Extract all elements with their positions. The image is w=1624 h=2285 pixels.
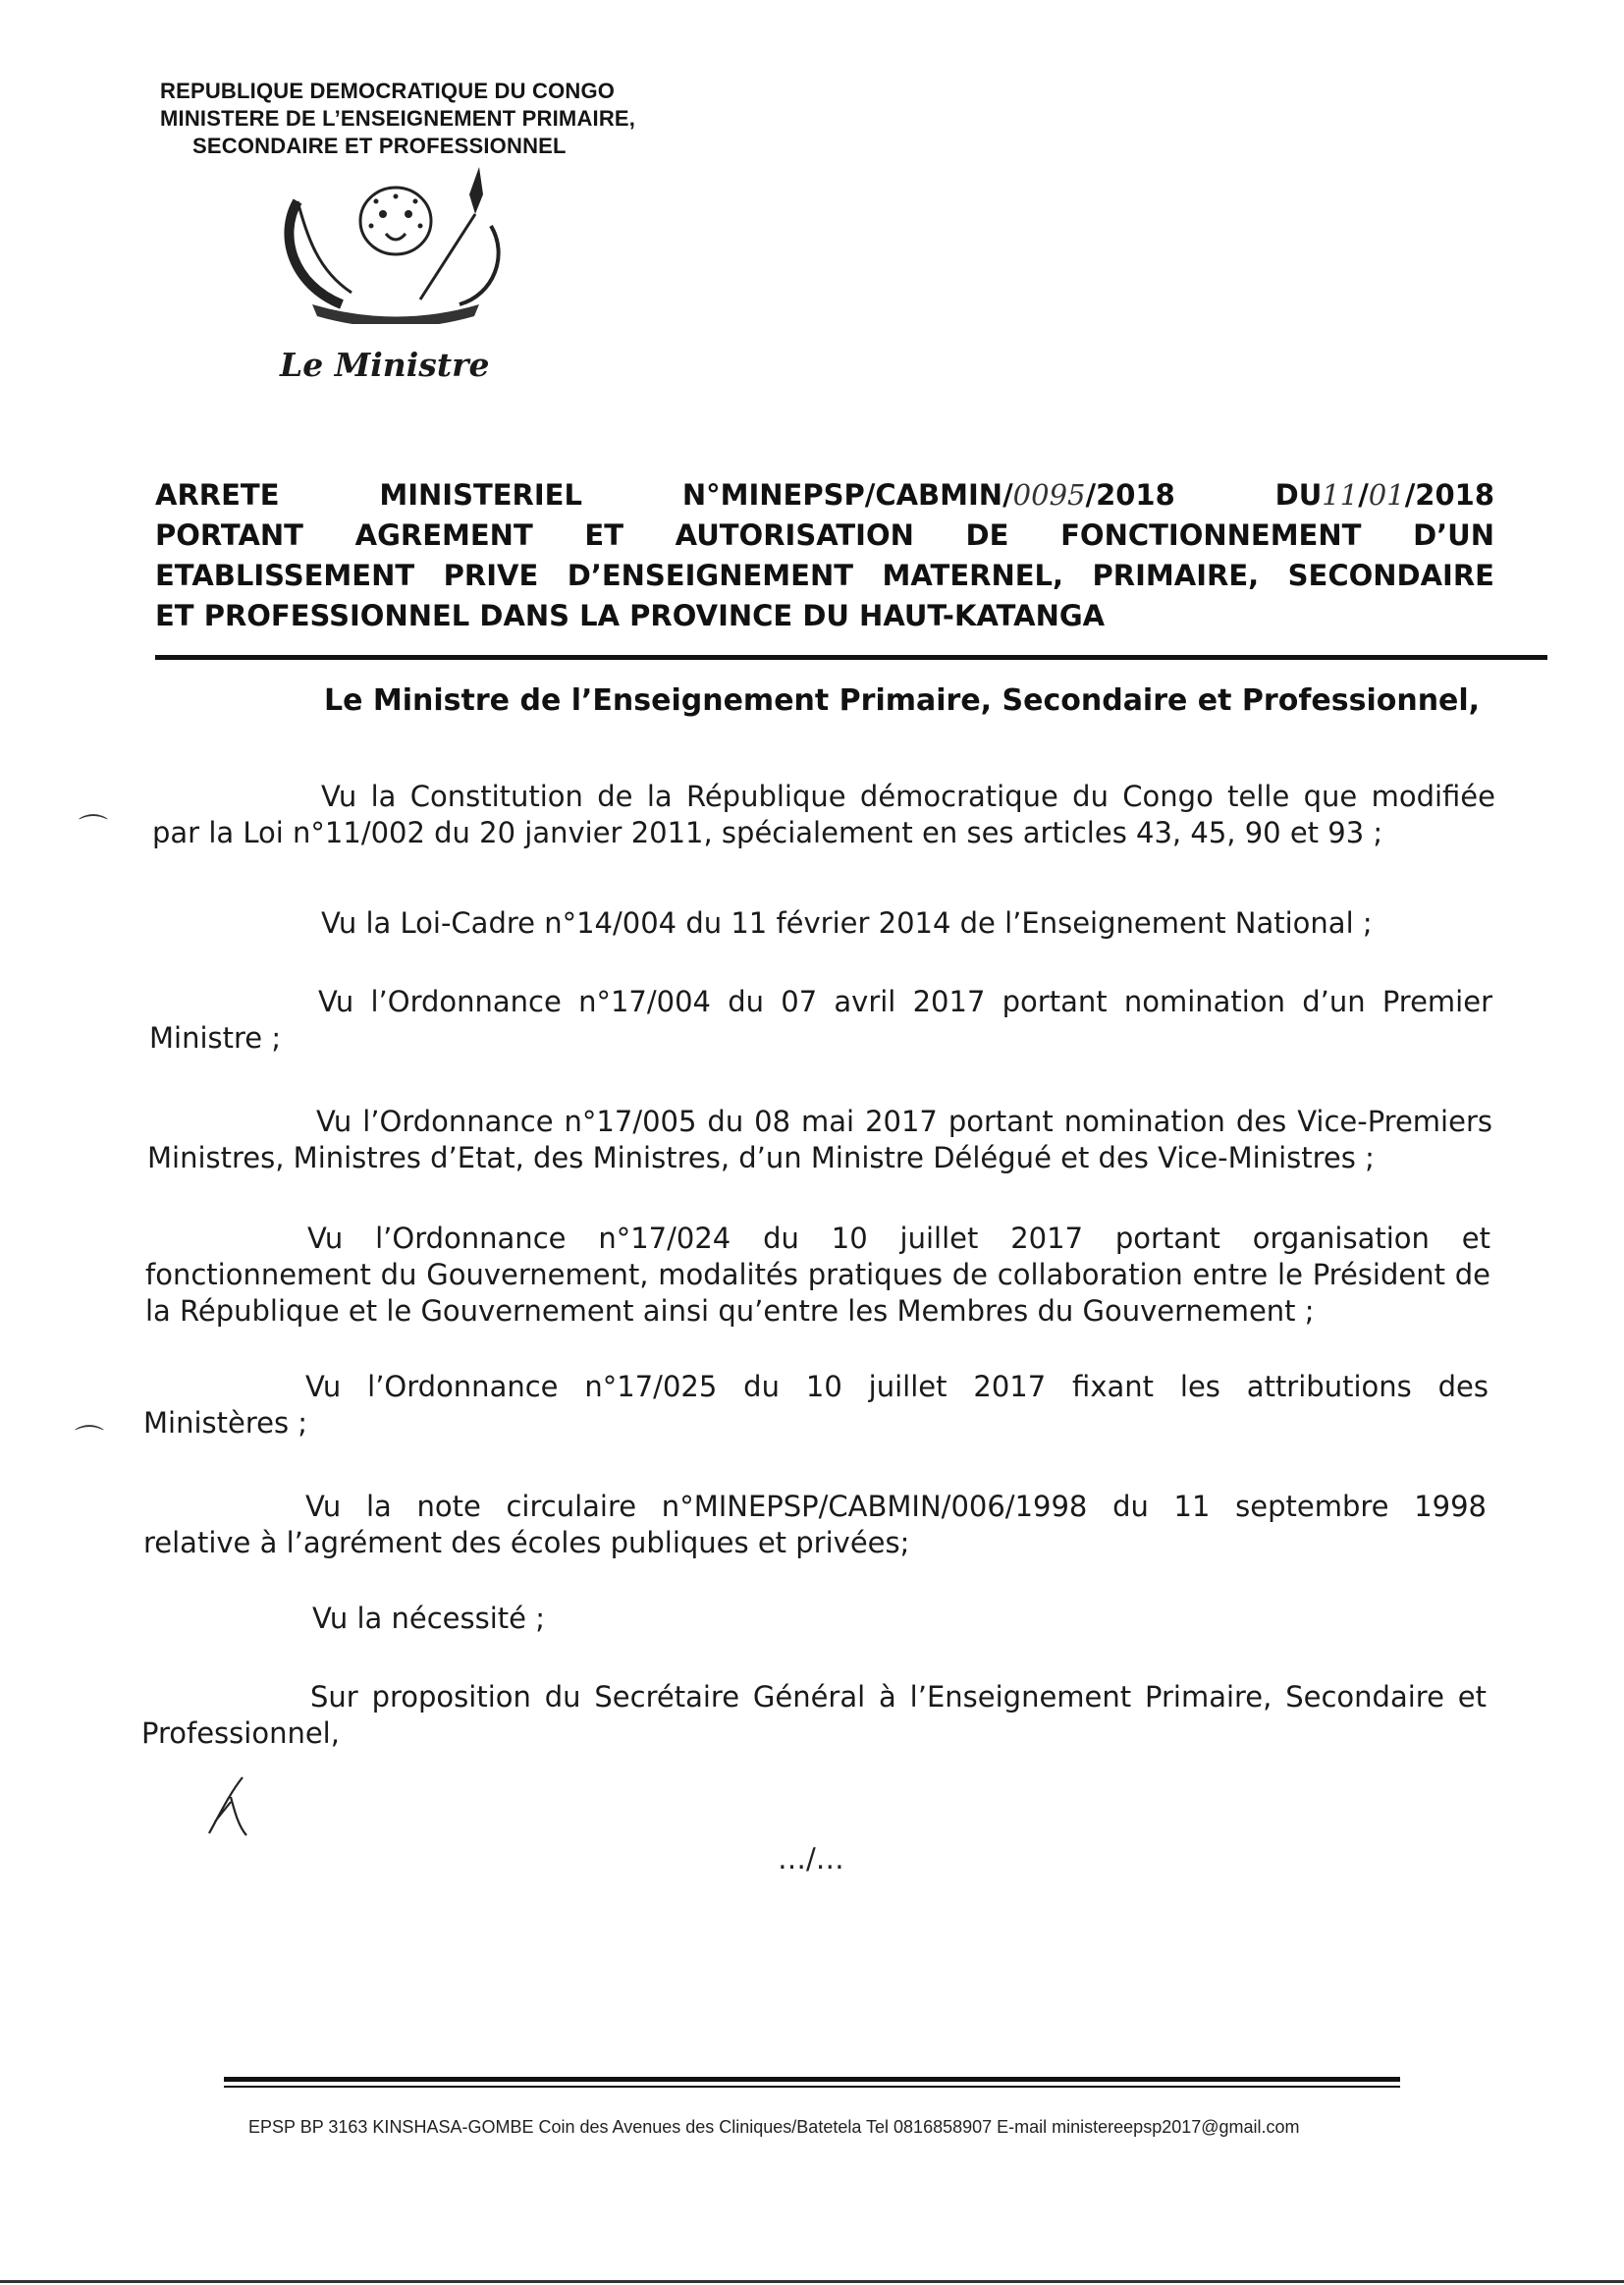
handwritten-month: 01 — [1368, 478, 1405, 512]
minister-heading: Le Ministre de l’Enseignement Primaire, Secondaire et Professionnel, — [324, 683, 1481, 718]
ministry-name-line1: MINISTERE DE L’ENSEIGNEMENT PRIMAIRE, — [160, 106, 636, 131]
handwritten-day: 11 — [1322, 478, 1359, 512]
continuation-mark: …/… — [778, 1842, 844, 1876]
recital-loi-cadre: Vu la Loi-Cadre n°14/004 du 11 février 2014 de l’Enseignement National ; — [321, 906, 1373, 940]
recital-premier-ministre: Vu l’Ordonnance n°17/004 du 07 avril 2017 portant nomination d’un Premier Ministre ; — [149, 985, 1492, 1055]
footer-divider-thin — [224, 2086, 1400, 2088]
recital-organisation-gouvernement: Vu l’Ordonnance n°17/024 du 10 juillet 2017 portant organisation et fonctionnement du Gouvernement, modalités pratiques de collaboration entre le Président de la République et le Gouvernement ainsi qu’entre les Membres du Gouvernement ; — [145, 1222, 1490, 1328]
title-divider — [155, 655, 1547, 660]
recital-proposition: Sur proposition du Secrétaire Général à l’Enseignement Primaire, Secondaire et Professionnel, — [141, 1680, 1487, 1750]
leopard-coat-of-arms-icon — [273, 157, 518, 324]
recital-note-circulaire: Vu la note circulaire n°MINEPSP/CABMIN/006/1998 du 11 septembre 1998 relative à l’agrément des écoles publiques et privées; — [143, 1490, 1487, 1559]
decree-title-line1: ARRETE MINISTERIEL N°MINEPSP/CABMIN/0095/2018 DU11/01/2018 — [155, 478, 1494, 512]
recital-attributions: Vu l’Ordonnance n°17/025 du 10 juillet 2017 fixant les attributions des Ministères ; — [143, 1370, 1489, 1440]
footer-divider — [224, 2077, 1400, 2082]
signature-label: Le Ministre — [280, 346, 490, 384]
initials-signature — [201, 1772, 260, 1841]
country-name: REPUBLIQUE DEMOCRATIQUE DU CONGO — [160, 79, 616, 103]
recital-constitution: Vu la Constitution de la République démocratique du Congo telle que modifiée par la Loi n°11/002 du 20 janvier 2011, spécialement en ses articles 43, 45, 90 et 93 ; — [152, 780, 1495, 849]
handwritten-decree-number: 0095 — [1012, 478, 1086, 512]
ministry-name-line2: SECONDAIRE ET PROFESSIONNEL — [192, 134, 567, 158]
decree-title — [155, 475, 1494, 636]
margin-mark: ⌒ — [79, 813, 108, 847]
decree-title-line4: ET PROFESSIONNEL DANS LA PROVINCE DU HAUT-KATANGA — [155, 599, 1106, 632]
recital-vice-premiers: Vu l’Ordonnance n°17/005 du 08 mai 2017 portant nomination des Vice-Premiers Ministres, Ministres d’Etat, des Ministres, d’un Ministre Délégué et des Vice-Ministres ; — [147, 1105, 1492, 1174]
decree-title-line2: PORTANT AGREMENT ET AUTORISATION DE FONCTIONNEMENT D’UN — [155, 518, 1494, 552]
margin-mark: ⌒ — [75, 1424, 104, 1458]
recital-necessite: Vu la nécessité ; — [312, 1602, 545, 1635]
decree-title-line3: ETABLISSEMENT PRIVE D’ENSEIGNEMENT MATERNEL, PRIMAIRE, SECONDAIRE — [155, 559, 1494, 592]
page-edge-line — [0, 2280, 1624, 2283]
footer-address: EPSP BP 3163 KINSHASA-GOMBE Coin des Avenues des Cliniques/Batetela Tel 0816858907 E-mail ministereepsp2017@gmail.com — [248, 2117, 1300, 2137]
